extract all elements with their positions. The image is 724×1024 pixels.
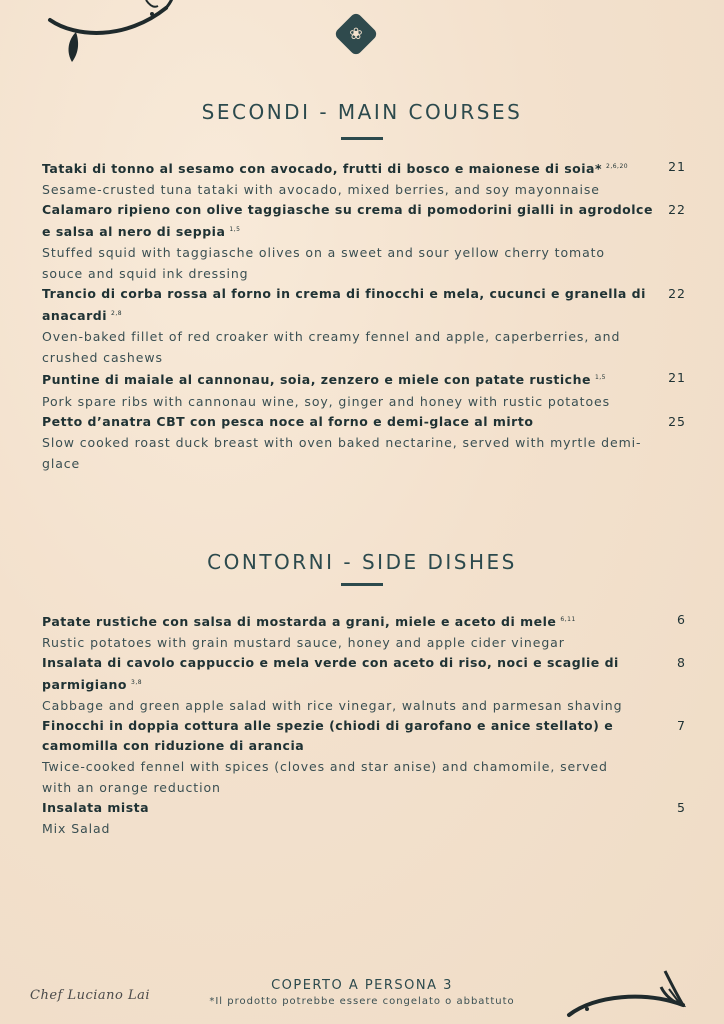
dish-description: Stuffed squid with taggiasche olives on a sweet and sour yellow cherry tomato souce and squid ink dressing	[42, 245, 605, 282]
dish-price: 5	[677, 800, 686, 816]
dish-price: 22	[668, 286, 686, 302]
dish-description: Sesame-crusted tuna tataki with avocado, mixed berries, and soy mayonnaise	[42, 182, 600, 198]
list-item	[42, 284, 692, 368]
list-item	[42, 716, 692, 798]
dish-description: Mix Salad	[42, 821, 111, 837]
list-item	[42, 157, 692, 200]
dish-description: Pork spare ribs with cannonau wine, soy, ginger and honey with rustic potatoes	[42, 393, 611, 409]
allergen-codes: 3,8	[131, 679, 143, 687]
allergen-codes: 2,8	[111, 310, 123, 318]
dish-name: Tataki di tonno al sesamo con avocado, frutti di bosco e maionese di soia* $^{2,6,20}$	[42, 161, 629, 177]
chef-signature: Chef Luciano Lai	[30, 988, 151, 1003]
allergen-codes: 2,6,20	[606, 163, 629, 170]
dish-description: Slow cooked roast duck breast with oven baked nectarine, served with myrtle demi-glace	[42, 434, 642, 471]
dish-name: Trancio di corba rossa al forno in crema di finocchi e mela, cucunci e granella di anacardi $^{2,8}$	[42, 286, 646, 324]
fish-outline-icon	[565, 965, 695, 1024]
dish-name: Finocchi in doppia cottura alle spezie (chiodi di garofano e anice stellato) e camomilla con riduzione di arancia	[42, 718, 614, 754]
dish-name: Calamaro ripieno con olive taggiasche su crema di pomodorini gialli in agrodolce e salsa al nero di seppia $^{1,5}$	[42, 202, 653, 240]
list-item	[42, 368, 692, 411]
dish-price: 22	[668, 202, 686, 218]
dish-description: Oven-baked fillet of red croaker with creamy fennel and apple, caperberries, and crushed cashews	[42, 329, 621, 366]
list-item	[42, 610, 692, 653]
list-item	[42, 412, 692, 474]
dish-price: 6	[677, 612, 686, 627]
list-item	[42, 798, 692, 839]
section-divider	[341, 137, 383, 140]
list-item	[42, 653, 692, 716]
dish-description: Cabbage and green apple salad with rice vinegar, walnuts and parmesan shaving	[42, 698, 623, 714]
fish-icon: ❀	[349, 24, 363, 43]
fish-outline-icon	[46, 0, 176, 68]
allergen-codes: 1,5	[229, 226, 241, 234]
dish-name: Insalata di cavolo cappuccio e mela verde con aceto di riso, noci e scaglie di parmigiano $^{3,8}$	[42, 655, 619, 693]
allergen-codes: 1,5	[594, 374, 606, 382]
section-title-side-dishes: CONTORNI - SIDE DISHES	[207, 550, 517, 574]
dish-price: 25	[668, 413, 686, 429]
dish-name: Puntine di maiale al cannonau, soia, zenzero e miele con patate rustiche $^{1,5}$	[42, 372, 606, 388]
cover-charge: COPERTO A PERSONA 3	[271, 978, 453, 993]
section-title-main-courses: SECONDI - MAIN COURSES	[201, 100, 523, 124]
dish-description: Rustic potatoes with grain mustard sauce, honey and apple cider vinegar	[42, 635, 565, 651]
dish-name: Petto d’anatra CBT con pesca noce al forno e demi-glace al mirto	[42, 413, 534, 429]
dish-price: 8	[677, 655, 686, 671]
dish-description: Twice-cooked fennel with spices (cloves and star anise) and chamomile, served with an orange reduction	[42, 759, 608, 796]
allergen-codes: 6,11	[560, 616, 576, 623]
dish-price: 21	[668, 159, 686, 174]
frozen-product-note: *Il prodotto potrebbe essere congelato o abbattuto	[209, 996, 515, 1007]
dish-price: 21	[668, 370, 686, 386]
dish-price: 7	[677, 718, 686, 734]
dish-name: Insalata mista	[42, 800, 150, 816]
list-item	[42, 200, 692, 284]
main-courses-list	[42, 157, 692, 474]
section-divider	[341, 583, 383, 586]
dish-name: Patate rustiche con salsa di mostarda a grani, miele e aceto di mele $^{6,11}$	[42, 614, 576, 630]
side-dishes-list	[42, 610, 692, 839]
